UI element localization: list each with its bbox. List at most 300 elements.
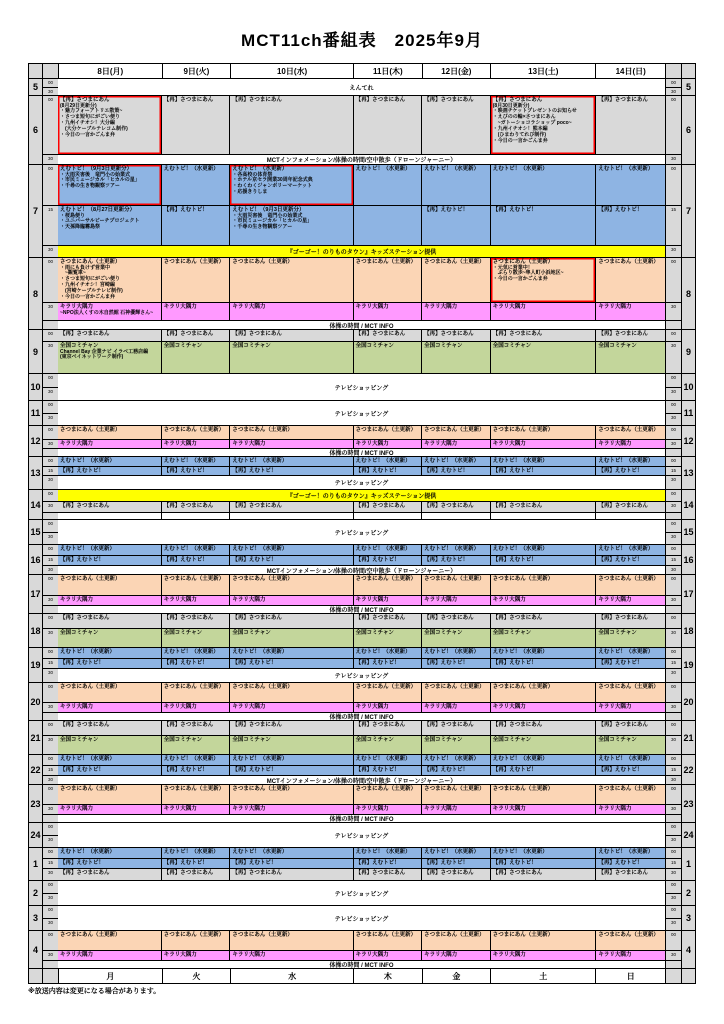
program-title: 【再】さつまにあん	[163, 615, 214, 621]
program-title: さつまにあん（土更新）	[424, 786, 485, 792]
program-cell	[596, 721, 665, 735]
program-title: さつまにあん（土更新）	[355, 576, 417, 582]
program-cell	[354, 859, 423, 868]
minute-column	[43, 755, 58, 784]
program-detail-line: ・今日の一言かごんま弁	[492, 137, 548, 144]
program-detail-line: ・今日の一言かごんま弁	[60, 294, 116, 301]
hour-row	[29, 682, 695, 720]
program-cell	[230, 721, 353, 735]
program-detail-line: ・魅力フォーアトリエ散策~	[60, 108, 123, 115]
minute-label: 15	[666, 466, 681, 475]
hour-content	[58, 401, 665, 425]
program-detail-line: ・九州イチオシ！大分編	[60, 120, 115, 127]
hour-content	[58, 374, 665, 400]
program-title: 【再】さつまにあん	[492, 97, 543, 103]
hour-label: 13	[29, 457, 43, 489]
program-detail-line: (8月30日更新分)	[492, 102, 530, 109]
hour-label: 17	[29, 575, 43, 613]
program-detail-line: ~ガトーショコラショップ poco~	[492, 120, 572, 127]
program-title: 【再】さつまにあん	[163, 97, 214, 103]
minute-column	[665, 490, 681, 519]
minute-label: 00	[670, 722, 676, 727]
program-cell	[58, 556, 162, 565]
program-title: キラリ大隅力	[598, 952, 632, 958]
minute-column	[665, 79, 681, 95]
minute-label: 30	[43, 918, 58, 930]
program-title: キラリ大隅力	[492, 806, 526, 812]
program-cell	[230, 440, 353, 448]
program-cell	[422, 575, 491, 595]
hour-content	[58, 614, 665, 647]
program-title: 【再】えむトビ！	[163, 860, 208, 866]
program-row	[58, 804, 665, 814]
program-row	[58, 658, 665, 668]
hour-label: 7	[29, 165, 43, 257]
program-title: 【再】えむトビ！	[163, 468, 208, 474]
minute-column	[665, 575, 681, 613]
program-title: 全国コミチャン	[60, 737, 99, 743]
minute-label: 15	[43, 765, 58, 775]
program-title: 【再】えむトビ！	[60, 468, 105, 474]
program-title: 全国コミチャン	[598, 630, 637, 636]
minute-label: 30	[666, 532, 681, 544]
program-title: 【再】えむトビ！	[424, 207, 469, 213]
program-title: さつまにあん（土更新）	[232, 576, 293, 582]
program-title: 全国コミチャン	[60, 343, 99, 349]
program-row	[58, 721, 665, 735]
program-title: さつまにあん（土更新）	[60, 427, 121, 433]
hour-label: 21	[29, 721, 43, 754]
hour-row	[29, 329, 695, 373]
program-title: 【再】さつまにあん	[598, 722, 648, 728]
minute-label	[666, 960, 681, 968]
program-title: えむトビ！（水更新）	[163, 458, 219, 464]
program-cell	[58, 206, 162, 245]
program-cell	[491, 165, 597, 205]
minute-column	[665, 96, 681, 164]
minute-label: 30	[43, 735, 58, 754]
program-cell	[230, 951, 353, 960]
program-detail-line: Channel Bay 企業ナビ イラベ工務店編	[60, 348, 149, 355]
footer-day-cell: 木	[354, 969, 422, 983]
hour-row	[29, 373, 695, 400]
program-band: テレビショッピング	[58, 881, 665, 905]
program-cell	[162, 575, 231, 595]
program-title: えむトビ！（水更新）	[598, 458, 654, 464]
program-title: えむトビ！（水更新）	[60, 756, 116, 762]
minute-column	[43, 614, 58, 647]
program-title: キラリ大隅力	[60, 304, 94, 310]
footer-day-cell: 月	[59, 969, 163, 983]
hour-label: 4	[29, 931, 43, 968]
program-title: えむトビ！（水更新）	[598, 849, 654, 855]
program-cell	[58, 683, 162, 702]
program-cell	[58, 457, 162, 466]
minute-label: 00	[47, 331, 53, 336]
program-band: テレビショッピング	[58, 906, 665, 930]
program-cell	[422, 736, 491, 754]
program-cell	[354, 467, 423, 475]
program-cell	[596, 805, 665, 814]
program-cell	[422, 513, 491, 519]
minute-label: 30	[43, 501, 58, 512]
program-cell	[491, 755, 597, 765]
program-cell	[596, 513, 665, 519]
minute-label: 00	[670, 824, 676, 829]
program-cell	[354, 683, 423, 702]
program-cell	[58, 303, 162, 320]
minute-label	[666, 605, 681, 613]
program-title: 【再】さつまにあん	[232, 97, 282, 103]
minute-column	[43, 906, 58, 930]
footer-day-cell: 水	[231, 969, 354, 983]
program-band: テレビショッピング	[58, 520, 665, 544]
program-cell	[596, 683, 665, 702]
minute-column	[665, 881, 681, 905]
program-title: 【再】えむトビ！	[60, 557, 105, 563]
program-title: 【再】さつまにあん	[60, 870, 110, 876]
hour-row	[29, 519, 695, 544]
program-cell	[230, 683, 353, 702]
program-title: 【再】えむトビ！	[232, 767, 277, 773]
minute-label: 00	[670, 375, 676, 380]
program-title: キラリ大隅力	[424, 304, 458, 310]
minute-label	[666, 512, 681, 519]
program-title: えむトビ！（水更新）	[492, 649, 548, 655]
program-title: 【再】さつまにあん	[492, 722, 543, 728]
program-title: さつまにあん（土更新）	[232, 427, 293, 433]
minute-label: 30	[43, 835, 58, 847]
corner-cell	[43, 64, 59, 78]
minute-label: 30	[43, 702, 58, 712]
program-cell	[596, 258, 665, 302]
minute-label: 30	[666, 475, 681, 489]
program-title: 全国コミチャン	[355, 630, 394, 636]
program-detail-line: (大分ケーブルテレコム制作)	[60, 126, 128, 133]
program-title: 【再】えむトビ！	[163, 660, 208, 666]
minute-label: 30	[43, 475, 58, 489]
program-detail-line: ・市民ミュージカル「ヒカルの星」	[232, 218, 313, 225]
hour-content	[58, 575, 665, 613]
minute-label: 00	[670, 521, 676, 526]
hour-label: 9	[29, 330, 43, 373]
program-detail-line: ・雨にも負けず営業中	[60, 264, 111, 271]
hour-label: 12	[681, 426, 695, 456]
program-title: 【再】さつまにあん	[60, 97, 110, 103]
program-title: さつまにあん（土更新）	[355, 259, 417, 265]
program-title: 全国コミチャン	[598, 737, 637, 743]
program-band: 体操の時間 / MCT INFO	[58, 960, 665, 968]
program-title: キラリ大隅力	[232, 441, 266, 447]
minute-column	[665, 931, 681, 968]
minute-column	[43, 490, 58, 519]
minute-label	[43, 712, 58, 720]
day-header-cell: 11日(木)	[354, 64, 422, 78]
minute-column	[43, 374, 58, 400]
program-row	[58, 439, 665, 448]
program-title: 【再】えむトビ！	[598, 767, 643, 773]
program-title: 【再】さつまにあん	[492, 615, 543, 621]
program-title: 【再】えむトビ！	[424, 860, 469, 866]
program-title: 全国コミチャン	[424, 737, 463, 743]
minute-label: 30	[43, 893, 58, 905]
program-detail-line: (宮崎ケーブルテレビ制作)	[60, 288, 123, 295]
minute-label: 00	[47, 80, 53, 85]
hour-label: 2	[29, 881, 43, 905]
minute-label: 30	[43, 387, 58, 400]
program-cell	[596, 206, 665, 245]
program-cell	[491, 303, 597, 320]
program-title: キラリ大隅力	[60, 806, 94, 812]
minute-label: 00	[670, 786, 676, 791]
program-cell	[596, 785, 665, 804]
minute-label: 30	[43, 565, 58, 574]
program-cell	[596, 659, 665, 668]
minute-label: 30	[666, 565, 681, 574]
program-cell	[354, 330, 423, 341]
hour-label: 1	[29, 848, 43, 880]
program-row	[58, 96, 665, 154]
minute-label: 00	[670, 649, 676, 654]
program-detail-line: ・桜島便り	[60, 212, 86, 219]
minute-label: 30	[666, 950, 681, 960]
program-cell	[162, 755, 231, 765]
program-cell	[230, 869, 353, 880]
program-cell	[354, 502, 423, 512]
minute-column	[665, 545, 681, 574]
hour-row	[29, 544, 695, 574]
minute-column	[665, 457, 681, 489]
program-cell	[422, 659, 491, 668]
program-title: さつまにあん（土更新）	[60, 259, 121, 265]
program-cell	[162, 165, 231, 205]
hour-row	[29, 95, 695, 164]
hour-row	[29, 400, 695, 425]
minute-label: 30	[43, 154, 58, 164]
program-title: 【再】さつまにあん	[424, 503, 474, 509]
minute-column	[665, 330, 681, 373]
program-cell	[491, 575, 597, 595]
hour-label: 8	[29, 258, 43, 329]
program-band: 体操の時間 / MCT INFO	[58, 448, 665, 456]
program-title: 【再】えむトビ！	[355, 767, 400, 773]
minute-label: 00	[47, 97, 53, 102]
hour-content	[58, 906, 665, 930]
minute-label: 00	[670, 80, 676, 85]
program-title: 【再】さつまにあん	[355, 97, 406, 103]
program-title: えむトビ！（水更新）	[60, 458, 116, 464]
program-detail-line: ・千尋の生き物観察ツアー	[60, 183, 120, 190]
program-cell	[58, 703, 162, 712]
hour-label: 22	[29, 755, 43, 784]
minute-label: 00	[47, 576, 53, 581]
program-cell	[230, 556, 353, 565]
hour-row	[29, 822, 695, 847]
program-cell	[422, 755, 491, 765]
program-cell	[230, 513, 353, 519]
program-cell	[230, 502, 353, 512]
program-row	[58, 165, 665, 205]
program-cell	[491, 330, 597, 341]
minute-column	[665, 614, 681, 647]
minute-label: 00	[670, 331, 676, 336]
program-row	[58, 931, 665, 950]
program-title: さつまにあん（土更新）	[232, 684, 293, 690]
program-title: さつまにあん（土更新）	[492, 427, 554, 433]
minute-label: 00	[47, 756, 53, 761]
minute-label	[666, 448, 681, 456]
hour-row	[29, 425, 695, 456]
minute-label: 30	[666, 868, 681, 880]
program-title: キラリ大隅力	[424, 441, 458, 447]
program-title: 【再】えむトビ！	[60, 767, 105, 773]
program-title: さつまにあん（土更新）	[163, 684, 225, 690]
program-cell	[58, 96, 162, 154]
program-detail-line: ・ユニバーサルビーチプロジェクト	[60, 218, 140, 225]
program-row	[58, 302, 665, 320]
minute-label: 15	[43, 858, 58, 868]
program-detail-line: ~観覧車~	[60, 270, 86, 277]
hour-label: 20	[681, 683, 695, 720]
program-title: えむトビ！（水更新）	[232, 756, 288, 762]
program-title: 【再】さつまにあん	[492, 870, 543, 876]
hour-label: 15	[29, 520, 43, 544]
program-row	[58, 785, 665, 804]
minute-label: 15	[43, 205, 58, 245]
hour-row	[29, 847, 695, 880]
minute-label: 30	[43, 628, 58, 647]
hour-label: 19	[29, 648, 43, 682]
program-title: えむトビ！（水更新）	[424, 166, 480, 172]
minute-label: 30	[666, 804, 681, 814]
minute-label: 00	[47, 684, 53, 689]
hour-label: 23	[29, 785, 43, 822]
program-cell	[230, 805, 353, 814]
day-header-cell: 12日(金)	[423, 64, 491, 78]
program-cell	[354, 342, 423, 373]
program-cell	[354, 869, 423, 880]
hour-content	[58, 545, 665, 574]
corner-cell	[43, 969, 59, 983]
program-title: 【再】さつまにあん	[424, 722, 474, 728]
program-band: えんてれ	[58, 79, 665, 95]
program-title: キラリ大隅力	[60, 597, 94, 603]
program-cell	[58, 869, 162, 880]
program-cell	[596, 869, 665, 880]
program-title: 【再】さつまにあん	[492, 503, 543, 509]
hour-label: 15	[681, 520, 695, 544]
hour-label: 21	[681, 721, 695, 754]
program-cell	[162, 659, 231, 668]
program-title: 【再】さつまにあん	[232, 870, 282, 876]
minute-label: 00	[670, 546, 676, 551]
program-cell	[422, 467, 491, 475]
minute-label: 30	[666, 439, 681, 448]
program-cell	[596, 330, 665, 341]
hour-label: 24	[29, 823, 43, 847]
program-title: キラリ大隅力	[232, 806, 266, 812]
hour-label: 22	[681, 755, 695, 784]
hour-row	[29, 784, 695, 822]
program-detail-line: ・映画チケットプレゼントのお知らせ	[492, 108, 577, 115]
program-cell	[162, 342, 231, 373]
program-cell	[354, 440, 423, 448]
day-header-cell: 9日(火)	[163, 64, 231, 78]
program-detail-line: ・大雨災害後 竜門小の始業式	[232, 212, 303, 219]
program-cell	[491, 457, 597, 466]
hour-row	[29, 164, 695, 257]
program-title: さつまにあん（土更新）	[492, 684, 554, 690]
program-cell	[422, 848, 491, 858]
program-title: キラリ大隅力	[355, 597, 389, 603]
program-title: キラリ大隅力	[355, 304, 389, 310]
program-title: キラリ大隅力	[598, 304, 632, 310]
program-cell	[354, 206, 423, 245]
program-cell	[230, 545, 353, 555]
program-detail-line: ・九州イチオシ！熊本編	[492, 126, 548, 133]
minute-label: 00	[670, 576, 676, 581]
program-title: えむトビ！（9月3日更新分）	[60, 166, 133, 172]
program-cell	[491, 545, 597, 555]
program-cell	[58, 513, 162, 519]
program-cell	[491, 614, 597, 628]
program-title: キラリ大隅力	[492, 704, 526, 710]
program-title: キラリ大隅力	[232, 597, 266, 603]
program-cell	[354, 575, 423, 595]
minute-label: 30	[666, 918, 681, 930]
minute-label: 00	[47, 649, 53, 654]
hour-content	[58, 931, 665, 968]
program-cell	[58, 766, 162, 775]
program-cell	[354, 755, 423, 765]
program-detail-line: ・九州イチオシ！宮崎編	[60, 282, 115, 289]
program-title: 全国コミチャン	[492, 737, 532, 743]
program-title: 【再】さつまにあん	[424, 615, 474, 621]
program-detail-line: ・ホテル京セラ開業30周年記念式典	[232, 177, 313, 184]
program-cell	[162, 766, 231, 775]
program-cell	[58, 951, 162, 960]
hour-content	[58, 823, 665, 847]
program-cell	[491, 805, 597, 814]
hour-label: 10	[29, 374, 43, 400]
day-header-row	[29, 64, 695, 78]
program-cell	[230, 629, 353, 647]
minute-column	[43, 258, 58, 329]
program-cell	[230, 659, 353, 668]
program-title: えむトビ！（水更新）	[232, 458, 288, 464]
hour-label: 7	[681, 165, 695, 257]
program-title: えむトビ！（水更新）	[492, 458, 548, 464]
program-band: テレビショッピング	[58, 823, 665, 847]
program-cell	[58, 467, 162, 475]
program-title: 【再】さつまにあん	[355, 722, 406, 728]
program-cell	[491, 848, 597, 858]
program-title: 全国コミチャン	[492, 343, 532, 349]
program-cell	[58, 440, 162, 448]
minute-label: 00	[47, 166, 53, 171]
program-cell	[230, 96, 353, 154]
minute-label: 00	[47, 932, 53, 937]
program-title: 【再】さつまにあん	[598, 97, 648, 103]
program-cell	[354, 165, 423, 205]
program-title: さつまにあん（土更新）	[163, 786, 225, 792]
program-cell	[58, 648, 162, 658]
hour-label: 19	[681, 648, 695, 682]
program-title: 【再】えむトビ！	[424, 767, 469, 773]
program-title: キラリ大隅力	[598, 597, 632, 603]
program-cell	[230, 342, 353, 373]
program-cell	[162, 703, 231, 712]
